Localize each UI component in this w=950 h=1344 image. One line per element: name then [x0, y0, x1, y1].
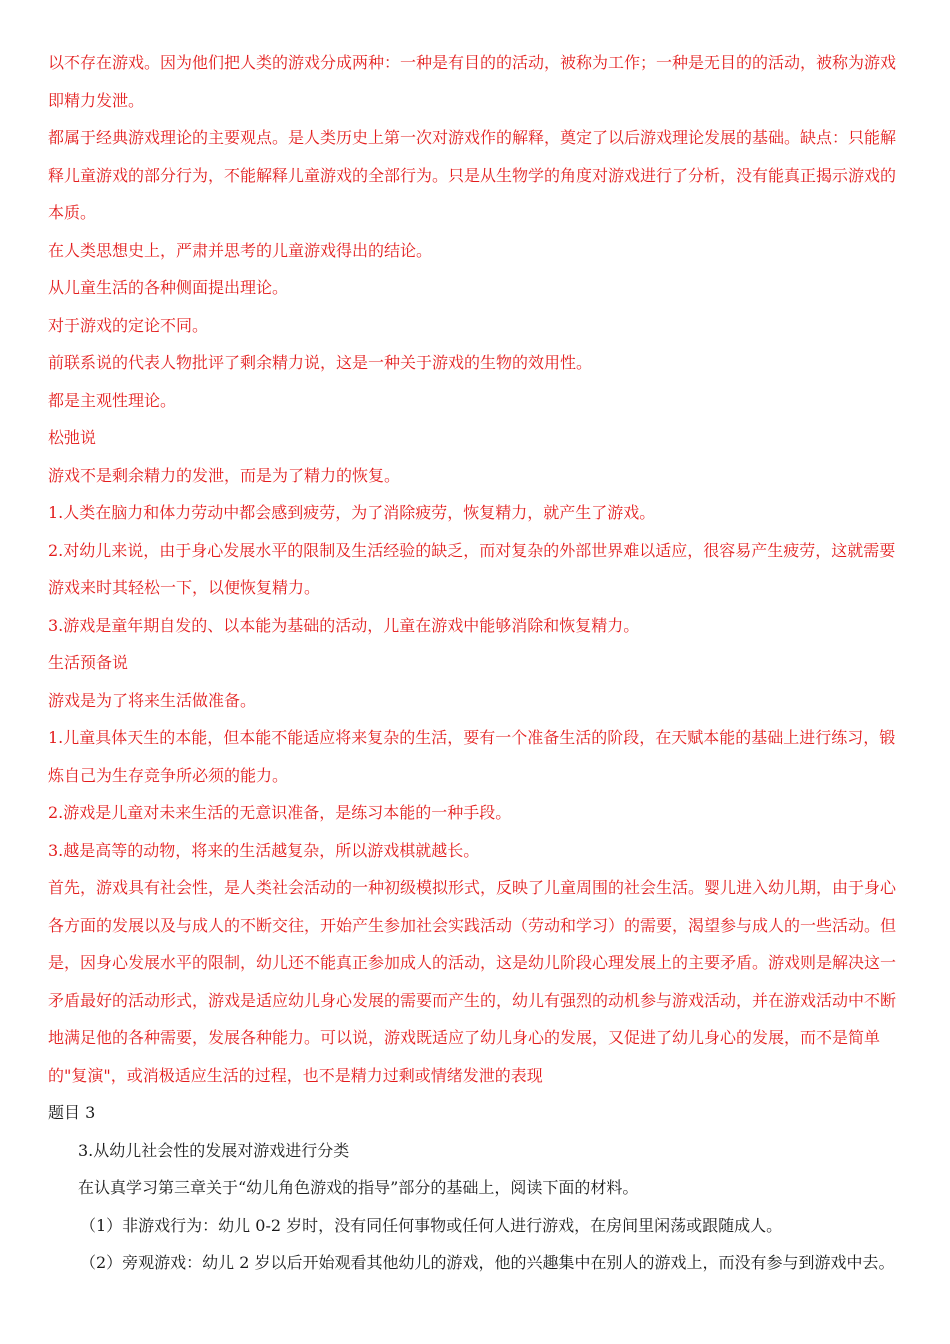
question-intro: 在认真学习第三章关于“幼儿角色游戏的指导”部分的基础上，阅读下面的材料。: [78, 1178, 639, 1197]
paragraph-conclusion: 首先，游戏具有社会性，是人类社会活动的一种初级模拟形式，反映了儿童周围的社会生活。婴儿进入幼儿期，由于身心各方面的发展以及与成人的不断交往，开始产生参加社会实践活动（劳动和学习）的需要，渴望参与成人的一些活动。但是，因身心发展水平的限制，幼儿还不能真正参加成人的活动，这是幼儿阶段心理发展上的主要矛盾。游戏则是解决这一矛盾最好的活动形式，游戏是适应幼儿身心发展的需要而产生的，幼儿有强烈的动机参与游戏活动，并在游戏活动中不断地满足他的各种需要，发展各种能力。可以说，游戏既适应了幼儿身心的发展，又促进了幼儿身心的发展，而不是简单的"复演"，或消极适应生活的过程，也不是精力过剩或情绪发泄的表现: [48, 878, 897, 1085]
question-item-2: （2）旁观游戏：幼儿 2 岁以后开始观看其他幼儿的游戏，他的兴趣集中在别人的游戏上，而没有参与到游戏中去。: [80, 1253, 895, 1272]
preparation-theory-point-1: 1.儿童具体天生的本能，但本能不能适应将来复杂的生活，要有一个准备生活的阶段，在天赋本能的基础上进行练习，锻炼自己为生存竞争所必须的能力。: [48, 728, 896, 785]
question-heading: 题目 3: [48, 1103, 96, 1122]
relax-theory-point-1: 1.人类在脑力和体力劳动中都会感到疲劳，为了消除疲劳，恢复精力，就产生了游戏。: [48, 503, 656, 522]
paragraph-subjective: 都是主观性理论。: [48, 390, 177, 410]
paragraph-play-categories: 以不存在游戏。因为他们把人类的游戏分成两种：一种是有目的的活动，被称为工作；一种是无目的的活动，被称为游戏即精力发泄。: [48, 53, 897, 110]
question-item-1: （1）非游戏行为：幼儿 0-2 岁时，没有同任何事物或任何人进行游戏，在房间里闲荡或跟随成人。: [80, 1215, 783, 1235]
paragraph-definition: 对于游戏的定论不同。: [48, 315, 209, 335]
paragraph-critique: 前联系说的代表人物批评了剩余精力说，这是一种关于游戏的生物的效用性。: [48, 353, 593, 372]
preparation-theory-point-3: 3.越是高等的动物，将来的生活越复杂，所以游戏棋就越长。: [48, 840, 480, 860]
paragraph-aspects: 从儿童生活的各种侧面提出理论。: [48, 278, 289, 297]
relax-theory-point-3: 3.游戏是童年期自发的、以本能为基础的活动，儿童在游戏中能够消除和恢复精力。: [48, 615, 640, 635]
preparation-theory-summary: 游戏是为了将来生活做准备。: [48, 690, 257, 710]
preparation-theory-point-2: 2.游戏是儿童对未来生活的无意识准备，是练习本能的一种手段。: [48, 803, 512, 822]
relax-theory-summary: 游戏不是剩余精力的发泄，而是为了精力的恢复。: [48, 465, 401, 485]
section-title-preparation-theory: 生活预备说: [48, 653, 129, 672]
paragraph-classic-theory: 都属于经典游戏理论的主要观点。是人类历史上第一次对游戏作的解释，奠定了以后游戏理论发展的基础。缺点：只能解释儿童游戏的部分行为，不能解释儿童游戏的全部行为。只是从生物学的角度对游戏进行了分析，没有能真正揭示游戏的本质。: [48, 128, 897, 222]
section-title-relax-theory: 松弛说: [48, 428, 97, 447]
paragraph-history: 在人类思想史上，严肃并思考的儿童游戏得出的结论。: [48, 240, 433, 260]
question-title: 3.从幼儿社会性的发展对游戏进行分类: [78, 1140, 350, 1160]
relax-theory-point-2: 2.对幼儿来说，由于身心发展水平的限制及生活经验的缺乏，而对复杂的外部世界难以适应，很容易产生疲劳，这就需要游戏来时其轻松一下，以便恢复精力。: [48, 540, 896, 597]
document-page: [48, 44, 906, 1282]
